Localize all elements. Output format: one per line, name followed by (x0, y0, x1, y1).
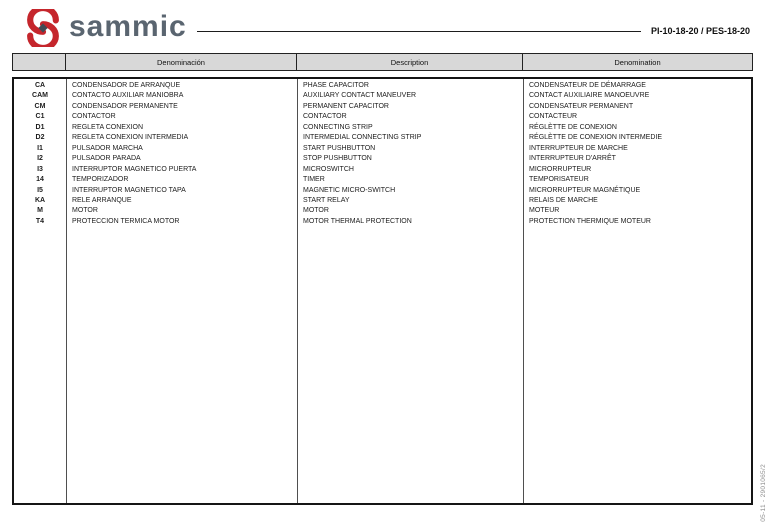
logo-wordmark: sammic (69, 10, 187, 43)
row-code: D1 (35, 123, 45, 131)
row-text: AUXILIARY CONTACT MANEUVER (303, 92, 417, 100)
row-code: I1 (37, 144, 43, 152)
row-code: T4 (35, 217, 45, 225)
row-text: START RELAY (303, 196, 350, 204)
row-text: INTERMEDIAL CONNECTING STRIP (303, 134, 422, 142)
row-text: MOTEUR (529, 207, 560, 215)
row-code: CA (34, 82, 46, 89)
row-text: MICRORRUPTEUR (529, 165, 592, 173)
row-text: CONTACTOR (72, 113, 116, 121)
sammic-logo (24, 9, 187, 47)
row-text: INTERRUPTOR MAGNETICO TAPA (72, 186, 186, 194)
row-text: RELAIS DE MARCHE (529, 196, 598, 204)
column-denominacion (66, 79, 297, 503)
row-text: MOTOR (72, 207, 98, 215)
row-text: CONDENSATEUR DE DÉMARRAGE (529, 82, 646, 89)
row-text: RÉGLÈTTE DE CONEXION (529, 123, 617, 131)
row-code: I2 (37, 155, 43, 163)
column-description (297, 79, 523, 503)
doc-reference: PI-10-18-20 / PES-18-20 (650, 26, 750, 36)
sammic-logo-icon (24, 9, 62, 47)
header-cell-denomination: Denomination (523, 53, 753, 71)
header-cell-code (12, 53, 66, 71)
row-text: START PUSHBUTTON (303, 144, 376, 152)
row-text: INTERRUPTEUR D'ARRÊT (529, 155, 616, 163)
row-code: CAM (32, 92, 48, 100)
row-text: RELE ARRANQUE (72, 196, 132, 204)
row-text: TEMPORISATEUR (529, 176, 589, 184)
row-text: MOTOR THERMAL PROTECTION (303, 217, 412, 225)
header-cell-denominacion: Denominación (66, 53, 297, 71)
row-code: CM (34, 102, 46, 110)
row-text: PULSADOR MARCHA (72, 144, 143, 152)
row-text: CONTACTOR (303, 113, 347, 121)
row-text: PHASE CAPACITOR (303, 82, 369, 89)
row-text: CONTACT AUXILIAIRE MANOEUVRE (529, 92, 650, 100)
row-text: MOTOR (303, 207, 329, 215)
row-code: C1 (35, 113, 45, 121)
row-text: CONNECTING STRIP (303, 123, 373, 131)
row-text: REGLETA CONEXION INTERMEDIA (72, 134, 189, 142)
column-codes (14, 79, 66, 503)
row-text: RÉGLÈTTE DE CONEXION INTERMEDIE (529, 134, 663, 142)
row-code: I3 (37, 165, 43, 173)
header-rule (197, 31, 641, 32)
row-code: D2 (35, 134, 45, 142)
row-text: TIMER (303, 176, 325, 184)
row-code: I5 (37, 186, 43, 194)
row-code: M (37, 207, 43, 215)
row-text: INTERRUPTEUR DE MARCHE (529, 144, 628, 152)
row-text: TEMPORIZADOR (72, 176, 129, 184)
row-text: MICRORRUPTEUR MAGNÉTIQUE (529, 186, 641, 194)
legend-table-header (12, 53, 753, 71)
row-text: CONTACTEUR (529, 113, 578, 121)
row-text: CONDENSATEUR PERMANENT (529, 102, 634, 110)
page-header (24, 8, 750, 48)
row-text: PROTECCION TERMICA MOTOR (72, 217, 180, 225)
row-text: CONDENSADOR DE ARRANQUE (72, 82, 181, 89)
table-body (12, 77, 753, 505)
row-text: PROTECTION THERMIQUE MOTEUR (529, 217, 651, 225)
row-text: PERMANENT CAPACITOR (303, 102, 389, 110)
header-cell-description: Description (297, 53, 523, 71)
row-text: MAGNETIC MICRO-SWITCH (303, 186, 396, 194)
row-text: INTERRUPTOR MAGNETICO PUERTA (72, 165, 197, 173)
row-text: REGLETA CONEXION (72, 123, 144, 131)
row-text: MICROSWITCH (303, 165, 354, 173)
row-text: CONDENSADOR PERMANENTE (72, 102, 178, 110)
row-code: KA (34, 196, 46, 204)
row-code: 14 (36, 176, 44, 184)
row-text: PULSADOR PARADA (72, 155, 141, 163)
side-reference-note: 05-11 - 2901065/2 (760, 464, 767, 522)
row-text: STOP PUSHBUTTON (303, 155, 372, 163)
column-denomination (523, 79, 751, 503)
row-text: CONTACTO AUXILIAR MANIOBRA (72, 92, 184, 100)
